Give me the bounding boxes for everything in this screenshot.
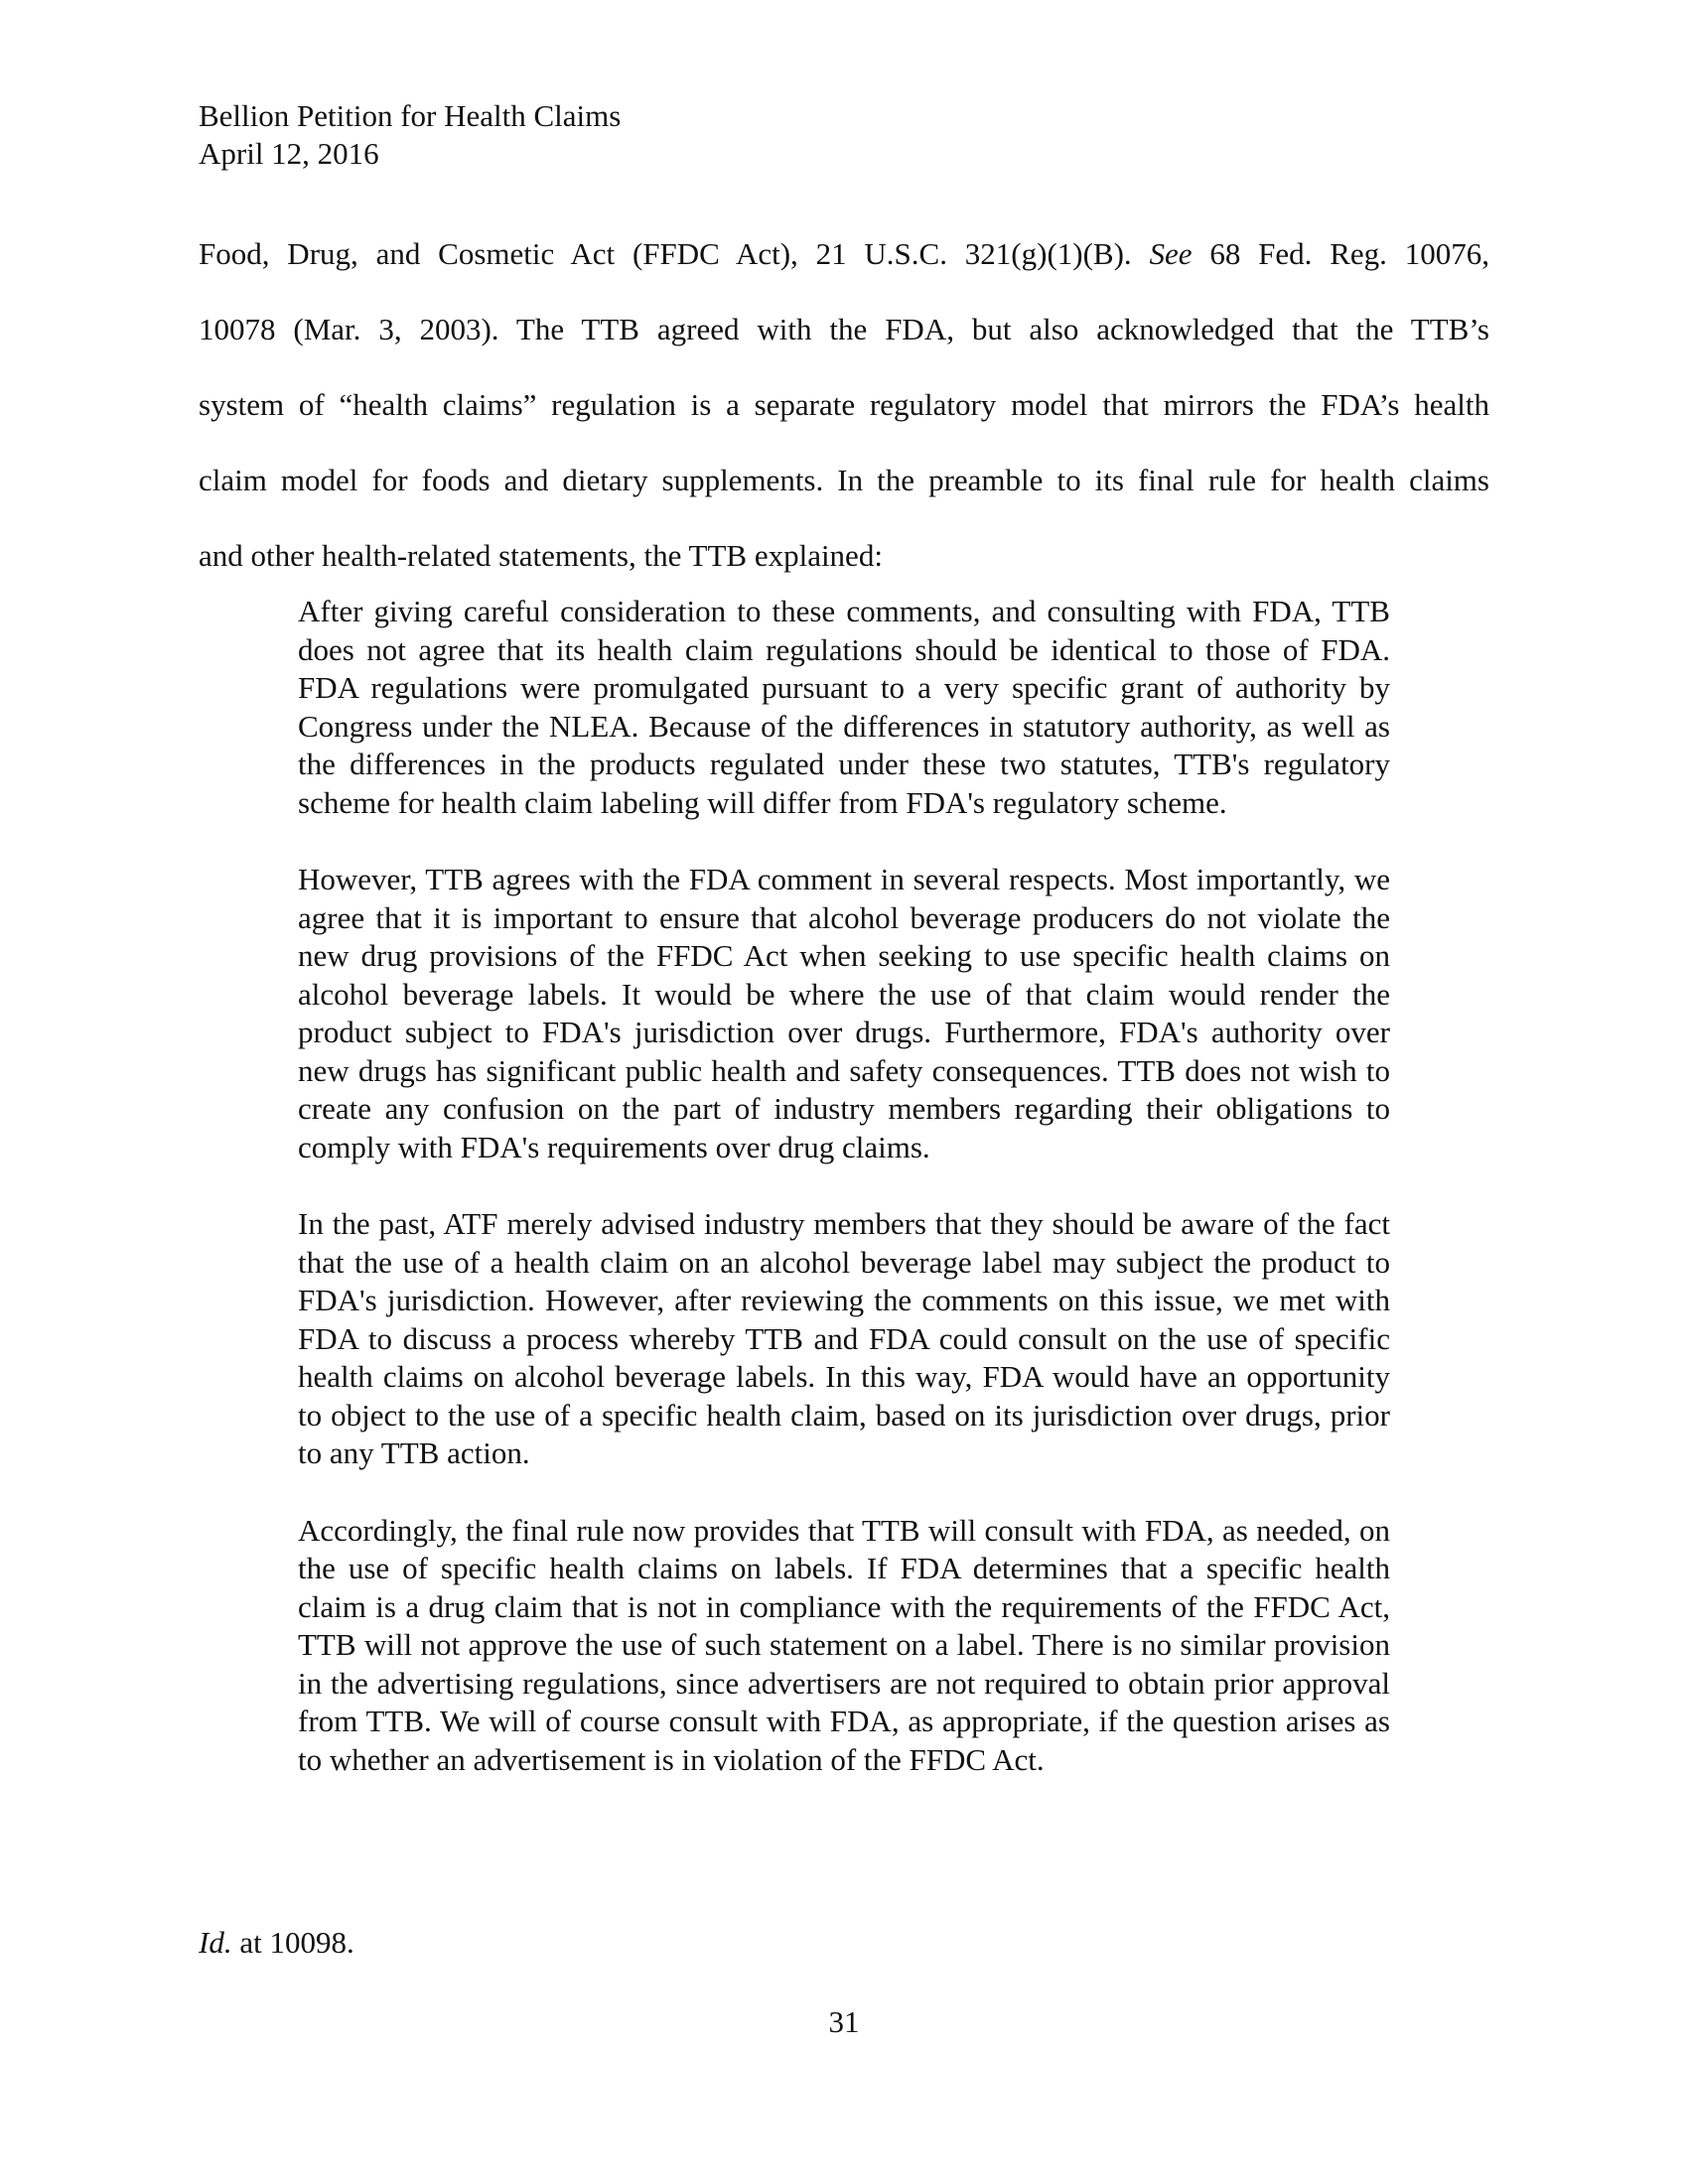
block-quote (298, 593, 1390, 1818)
page-number: 31 (828, 2004, 860, 2039)
quote-paragraph-1: After giving careful consideration to these comments, and consulting with FDA, TTB does not agree that its health claim regulations should be identical to those of FDA. FDA regulations were promulgated pursuant to a very specific grant of authority by Congress under the NLEA. Because of the differences in statutory authority, as well as the differences in the products regulated under these two statutes, TTB's regulatory scheme for health claim labeling will differ from FDA's regulatory scheme. (298, 594, 1390, 820)
citation-id: Id. (199, 1925, 232, 1960)
quote-paragraph-3: In the past, ATF merely advised industry members that they should be aware of the fact that the use of a health claim on an alcohol beverage label may subject the product to FDA's jurisdiction. However, after reviewing the comments on this issue, we met with FDA to discuss a process whereby TTB and FDA could consult on the use of specific health claims on alcohol beverage labels. In this way, FDA would have an opportunity to object to the use of a specific health claim, based on its jurisdiction over drugs, prior to any TTB action. (298, 1206, 1390, 1470)
citation-pin: at 10098. (231, 1925, 354, 1960)
running-header (199, 97, 621, 173)
body-line: and other health-related statements, the TTB explained: (199, 538, 883, 573)
body-text: 68 Fed. Reg. 10076, (1192, 236, 1489, 271)
citation (199, 1924, 354, 1962)
body-text: Food, Drug, and Cosmetic Act (FFDC Act), 21 U.S.C. 321(g)(1)(B). (199, 236, 1150, 271)
header-date: April 12, 2016 (199, 136, 379, 171)
quote-paragraph-4: Accordingly, the final rule now provides that TTB will consult with FDA, as needed, on the use of specific health claims on labels. If FDA determines that a specific health claim is a drug claim that is not in compliance with the requirements of the FFDC Act, TTB will not approve the use of such statement on a label. There is no similar provision in the advertising regulations, since advertisers are not required to obtain prior approval from TTB. We will of course consult with FDA, as appropriate, if the question arises as to whether an advertisement is in violation of the FFDC Act. (298, 1512, 1390, 1777)
citation-signal-see: See (1149, 236, 1193, 271)
body-line: claim model for foods and dietary supplements. In the preamble to its final rule for health claims (199, 463, 1489, 497)
body-line: 10078 (Mar. 3, 2003). The TTB agreed with the FDA, but also acknowledged that the TTB’s (199, 312, 1489, 346)
body-line: system of “health claims” regulation is a separate regulatory model that mirrors the FDA’s health (199, 387, 1489, 422)
body-paragraph (199, 216, 1489, 594)
quote-paragraph-2: However, TTB agrees with the FDA comment in several respects. Most importantly, we agree that it is important to ensure that alcohol beverage producers do not violate the new drug provisions of the FFDC Act when seeking to use specific health claims on alcohol beverage labels. It would be where the use of that claim would render the product subject to FDA's jurisdiction over drugs. Furthermore, FDA's authority over new drugs has significant public health and safety consequences. TTB does not wish to create any confusion on the part of industry members regarding their obligations to comply with FDA's requirements over drug claims. (298, 862, 1390, 1164)
body-line (199, 216, 1489, 292)
header-title: Bellion Petition for Health Claims (199, 98, 622, 133)
